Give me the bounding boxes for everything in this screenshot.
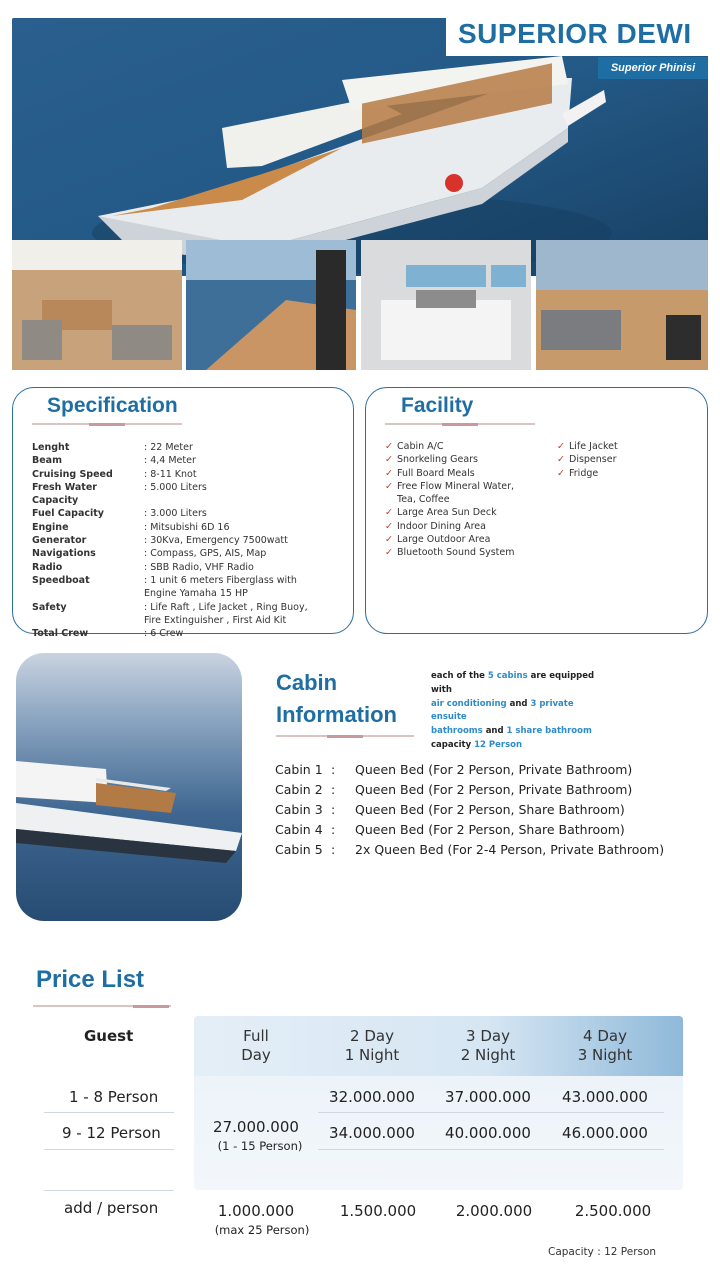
price-full-day-note: (1 - 15 Person) (217, 1139, 303, 1153)
spec-row (32, 521, 347, 534)
add-price-cell: 2.000.000 (455, 1202, 533, 1220)
row-divider (318, 1112, 664, 1113)
cabin-row: Cabin 2 : Queen Bed (For 2 Person, Private Bathroom) (275, 782, 633, 797)
boat-side-illustration (16, 653, 242, 921)
cabin-row: Cabin 1 : Queen Bed (For 2 Person, Private Bathroom) (275, 762, 633, 777)
facility-label: Snorkeling Gears (397, 454, 479, 466)
facility-label: Dispenser (569, 454, 617, 466)
facility-item (385, 506, 555, 519)
bow-deck-illustration (186, 240, 356, 370)
thumb-cabin-bed (361, 240, 531, 370)
facility-item (557, 467, 697, 480)
header-3d2n: 3 Day 2 Night (460, 1027, 516, 1064)
add-price-full: 1.000.000 (217, 1202, 295, 1220)
price-cell: 40.000.000 (445, 1124, 531, 1142)
check-icon: ✓ (385, 547, 393, 559)
spec-row (32, 561, 347, 574)
spec-value: : 5.000 Liters (144, 481, 207, 493)
check-icon: ✓ (385, 454, 393, 466)
cabin-title-line: Cabin (276, 670, 338, 695)
row-divider (44, 1190, 174, 1191)
add-price-cell: 1.500.000 (339, 1202, 417, 1220)
outdoor-lounge-illustration (536, 240, 708, 370)
row-divider (44, 1112, 174, 1113)
facility-item (385, 493, 555, 506)
facility-item (385, 453, 555, 466)
spec-row (32, 481, 347, 508)
facility-label: Tea, Coffee (397, 494, 450, 506)
specification-divider (32, 423, 182, 425)
row-divider (44, 1149, 174, 1150)
check-icon: ✓ (385, 507, 393, 519)
price-divider (33, 1005, 171, 1007)
price-cell: 37.000.000 (445, 1088, 531, 1106)
cabin-boat-photo (16, 653, 242, 921)
cabin-row: Cabin 5 : 2x Queen Bed (For 2-4 Person, Private Bathroom) (275, 842, 665, 857)
spec-value: : Compass, GPS, AIS, Map (144, 548, 267, 560)
add-price-full-note: (max 25 Person) (214, 1223, 310, 1237)
cabin-bed-illustration (361, 240, 531, 370)
thumb-outdoor-lounge (536, 240, 708, 370)
cabin-title (276, 667, 397, 731)
spec-row (32, 454, 347, 467)
boat-class-badge: Superior Phinisi (598, 57, 708, 79)
spec-value: : 3.000 Liters (144, 508, 207, 520)
capacity-note: Capacity : 12 Person (548, 1246, 657, 1258)
price-cell: 46.000.000 (562, 1124, 648, 1142)
spec-row (32, 547, 347, 560)
spec-label: Engine (32, 521, 69, 533)
cabin-row: Cabin 4 : Queen Bed (For 2 Person, Share Bathroom) (275, 822, 625, 837)
spec-label: Radio (32, 561, 63, 573)
spec-row (32, 574, 347, 601)
facility-label: Bluetooth Sound System (397, 547, 515, 559)
spec-row (32, 468, 347, 481)
cabin-divider (276, 735, 414, 737)
facility-label: Free Flow Mineral Water, (397, 480, 515, 492)
spec-row (32, 507, 347, 520)
check-icon: ✓ (385, 467, 393, 479)
spec-value: : Mitsubishi 6D 16 (144, 521, 230, 533)
price-cell: 34.000.000 (329, 1124, 415, 1142)
spec-row (32, 627, 347, 640)
cabin-list (275, 760, 715, 860)
facility-label: Full Board Meals (397, 467, 475, 479)
spec-value: : 1 unit 6 meters Fiberglass with Engine Yamaha 15 HP (144, 574, 297, 600)
price-cell: 32.000.000 (329, 1088, 415, 1106)
price-full-day: 27.000.000 (213, 1118, 299, 1136)
facility-label: Large Outdoor Area (397, 534, 491, 546)
facility-label: Fridge (569, 467, 599, 479)
check-icon: ✓ (385, 520, 393, 532)
check-icon: ✓ (385, 480, 393, 492)
spec-value: : 30Kva, Emergency 7500watt (144, 535, 288, 547)
facility-list-1 (385, 440, 555, 560)
thumb-bow-deck (186, 240, 356, 370)
spec-label: Safety (32, 601, 67, 613)
specification-title: Specification (47, 394, 178, 417)
facility-item (385, 520, 555, 533)
check-icon: ✓ (557, 454, 565, 466)
check-icon: ✓ (557, 467, 565, 479)
facility-label: Large Area Sun Deck (397, 507, 497, 519)
cabin-row: Cabin 3 : Queen Bed (For 2 Person, Share Bathroom) (275, 802, 625, 817)
spec-label: Fuel Capacity (32, 508, 105, 520)
facility-item (557, 453, 697, 466)
facility-title: Facility (401, 394, 474, 417)
row-divider (318, 1149, 664, 1150)
facility-item (385, 467, 555, 480)
facility-item (385, 480, 555, 493)
facility-list-2 (557, 440, 697, 480)
check-icon: ✓ (385, 441, 393, 452)
check-icon: ✓ (385, 534, 393, 546)
header-4d3n: 4 Day 3 Night (577, 1027, 633, 1064)
facility-item (557, 440, 697, 453)
facility-label: Cabin A/C (397, 441, 444, 452)
spec-label: Speedboat (32, 574, 90, 586)
guest-label: 9 - 12 Person (62, 1124, 161, 1142)
add-person-label: add / person (64, 1199, 159, 1217)
facility-item (385, 546, 555, 559)
deck-lounge-illustration (12, 240, 182, 370)
spec-row (32, 441, 347, 454)
header-2d1n: 2 Day 1 Night (344, 1027, 400, 1064)
facility-label: Indoor Dining Area (397, 520, 486, 532)
spec-value: : 22 Meter (144, 442, 193, 453)
add-price-cell: 2.500.000 (574, 1202, 652, 1220)
spec-value: : 6 Crew (144, 628, 184, 640)
guest-label: 1 - 8 Person (69, 1088, 159, 1106)
spec-value: : 8-11 Knot (144, 468, 197, 480)
guest-header: Guest (84, 1027, 134, 1045)
spec-label: Generator (32, 535, 87, 547)
spec-value: : Life Raft , Life Jacket , Ring Buoy, Fire Extinguisher , First Aid Kit (144, 601, 308, 626)
spec-label: Navigations (32, 548, 96, 560)
spec-value: : SBB Radio, VHF Radio (144, 561, 254, 573)
specification-list (32, 441, 347, 640)
spec-value: : 4,4 Meter (144, 455, 196, 467)
spec-label: Fresh Water Capacity (32, 481, 97, 507)
spec-label: Cruising Speed (32, 468, 113, 480)
price-cell: 43.000.000 (562, 1088, 648, 1106)
spec-row (32, 534, 347, 547)
spec-row (32, 601, 347, 628)
header-full-day: Full Day (241, 1027, 271, 1064)
cabin-title-line: Information (276, 702, 397, 727)
price-list-title: Price List (36, 966, 145, 993)
facility-item (385, 440, 555, 453)
facility-item (385, 533, 555, 546)
page-title: SUPERIOR DEWI (458, 18, 692, 49)
check-icon: ✓ (557, 441, 565, 452)
cabin-note: each of the 5 cabins are equipped with air conditioning and 3 private ensuite bathrooms and 1 share bathroom capacity 12 Person (431, 671, 595, 750)
spec-label: Lenght (32, 442, 70, 453)
facility-label: Life Jacket (569, 441, 618, 452)
thumb-deck-lounge (12, 240, 182, 370)
spec-label: Total Crew (32, 628, 89, 640)
facility-divider (385, 423, 535, 425)
spec-label: Beam (32, 455, 62, 467)
